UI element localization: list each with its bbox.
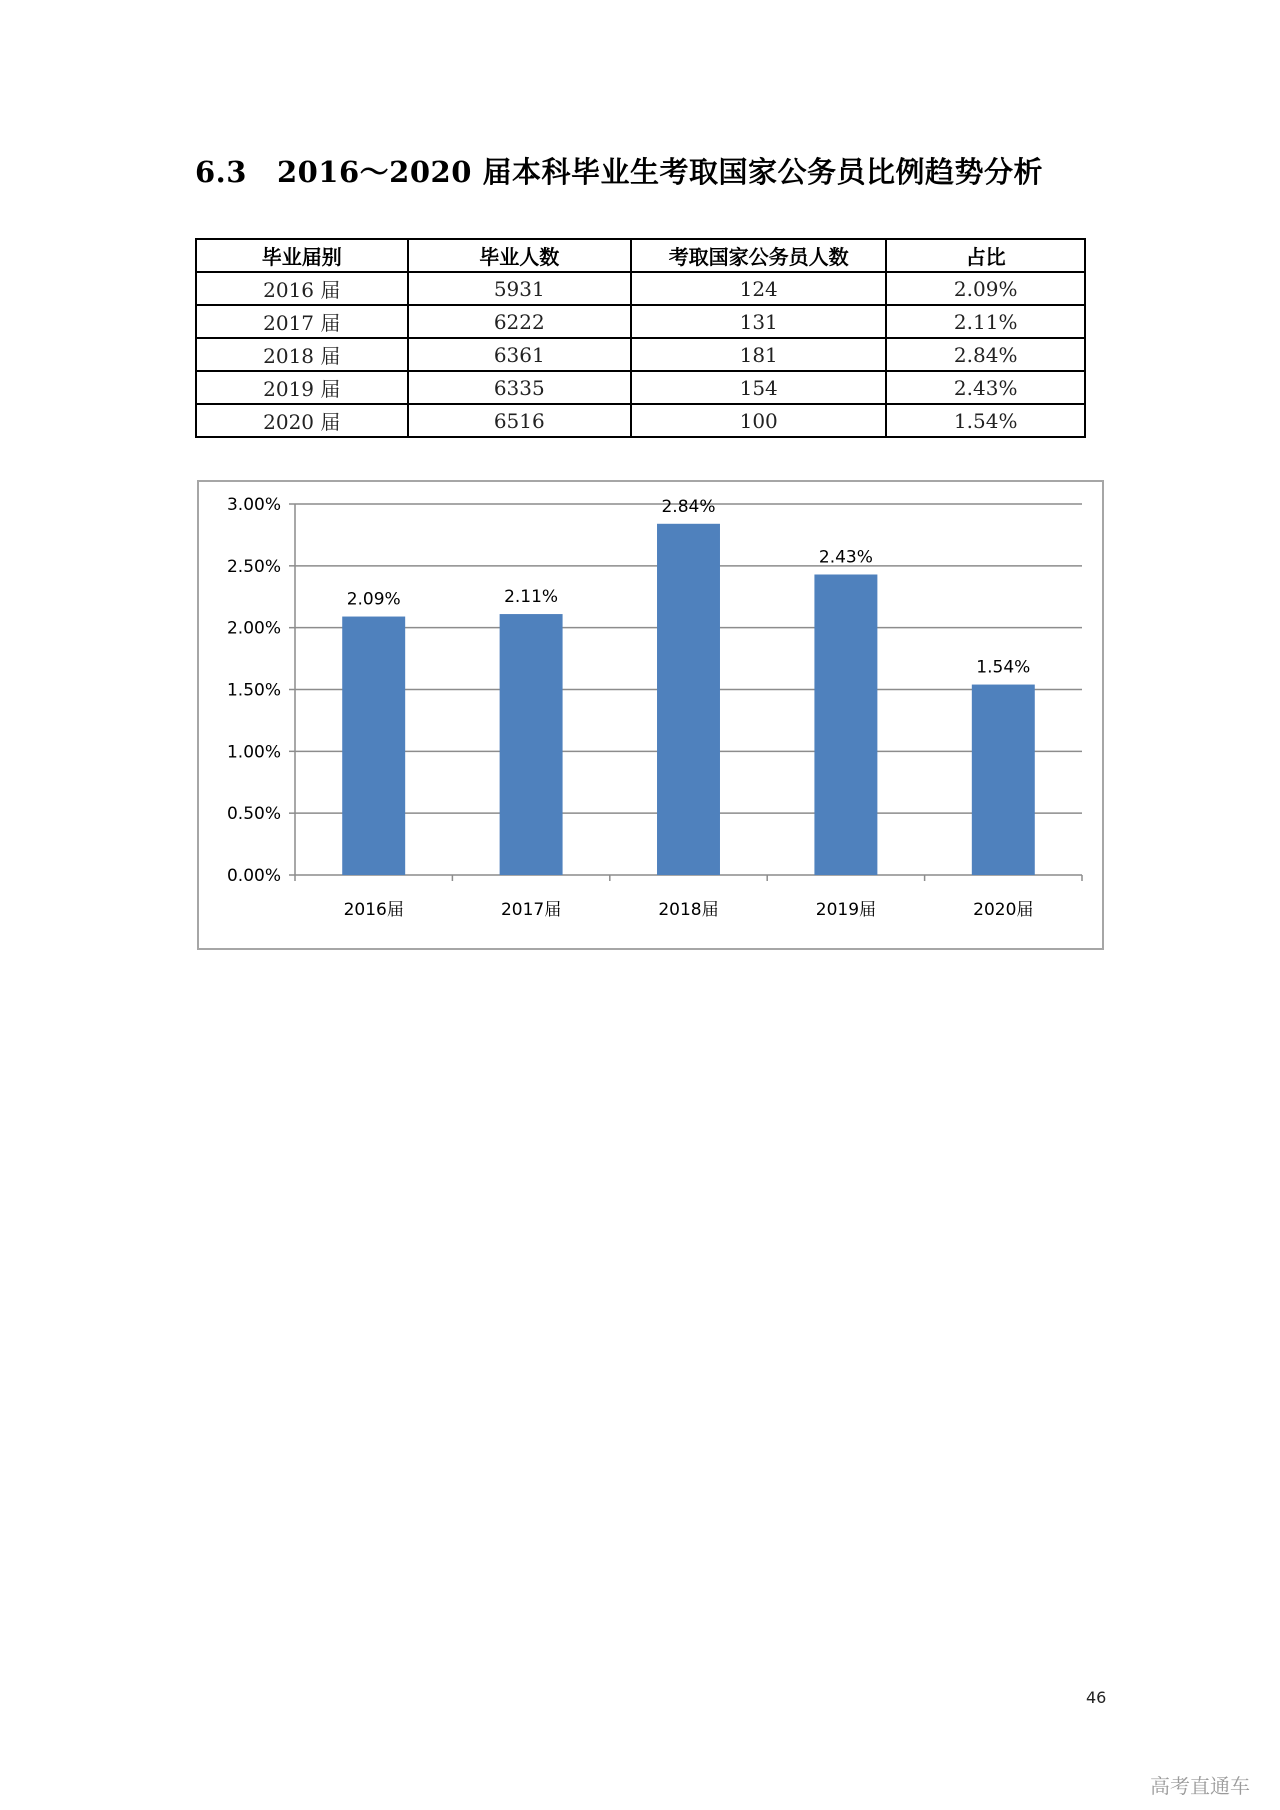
bar	[657, 524, 720, 875]
section-title-text: 2016～2020 届本科毕业生考取国家公务员比例趋势分析	[276, 155, 1043, 189]
graduates-civil-servant-table	[195, 238, 1086, 438]
bar-value-label: 2.43%	[818, 547, 873, 568]
x-tick-label: 2020届	[973, 900, 1034, 920]
y-tick-label: 0.50%	[226, 804, 281, 825]
cell-graduates: 6361	[408, 338, 631, 371]
header-graduates: 毕业人数	[408, 239, 631, 272]
cell-civil-servants: 124	[631, 272, 886, 305]
ratio-bar-chart-svg	[199, 482, 1102, 948]
x-tick-label: 2018届	[658, 900, 719, 920]
y-tick-label: 1.50%	[226, 680, 281, 701]
watermark-text: 高考直通车	[1150, 1774, 1250, 1798]
section-title	[195, 150, 1043, 191]
header-civil-servants: 考取国家公务员人数	[631, 239, 886, 272]
cell-ratio: 2.84%	[886, 338, 1085, 371]
ratio-bar-chart	[197, 480, 1104, 950]
bar-value-label: 1.54%	[976, 657, 1031, 678]
bar-value-label: 2.84%	[661, 496, 716, 517]
y-tick-label: 0.00%	[226, 866, 281, 886]
table-header-row	[196, 239, 1085, 272]
header-ratio: 占比	[886, 239, 1085, 272]
cell-graduates: 5931	[408, 272, 631, 305]
cell-cohort: 2020 届	[196, 404, 408, 437]
table-row	[196, 404, 1085, 437]
cell-cohort: 2019 届	[196, 371, 408, 404]
bar-value-label: 2.09%	[346, 589, 401, 610]
cell-ratio: 2.09%	[886, 272, 1085, 305]
x-tick-label: 2019届	[815, 900, 877, 920]
x-tick-label: 2017届	[500, 900, 562, 920]
bar	[342, 617, 405, 875]
page-number: 46	[1086, 1688, 1107, 1707]
cell-civil-servants: 154	[631, 371, 886, 404]
cell-ratio: 2.43%	[886, 371, 1085, 404]
y-tick-label: 3.00%	[226, 495, 281, 515]
x-tick-label: 2016届	[343, 900, 404, 920]
cell-civil-servants: 131	[631, 305, 886, 338]
cell-graduates: 6335	[408, 371, 631, 404]
y-tick-label: 2.00%	[226, 618, 281, 639]
cell-cohort: 2017 届	[196, 305, 408, 338]
cell-civil-servants: 100	[631, 404, 886, 437]
bar	[972, 685, 1035, 875]
cell-civil-servants: 181	[631, 338, 886, 371]
section-number: 6.3	[195, 155, 247, 189]
table-row	[196, 305, 1085, 338]
cell-graduates: 6222	[408, 305, 631, 338]
cell-graduates: 6516	[408, 404, 631, 437]
table-row	[196, 272, 1085, 305]
y-tick-label: 1.00%	[226, 742, 281, 763]
bar	[814, 574, 877, 875]
table-row	[196, 371, 1085, 404]
cell-cohort: 2018 届	[196, 338, 408, 371]
header-cohort: 毕业届别	[196, 239, 408, 272]
bar-value-label: 2.11%	[504, 587, 559, 608]
cell-ratio: 1.54%	[886, 404, 1085, 437]
cell-ratio: 2.11%	[886, 305, 1085, 338]
bar	[500, 614, 563, 875]
cell-cohort: 2016 届	[196, 272, 408, 305]
table-row	[196, 338, 1085, 371]
y-tick-label: 2.50%	[226, 556, 281, 577]
